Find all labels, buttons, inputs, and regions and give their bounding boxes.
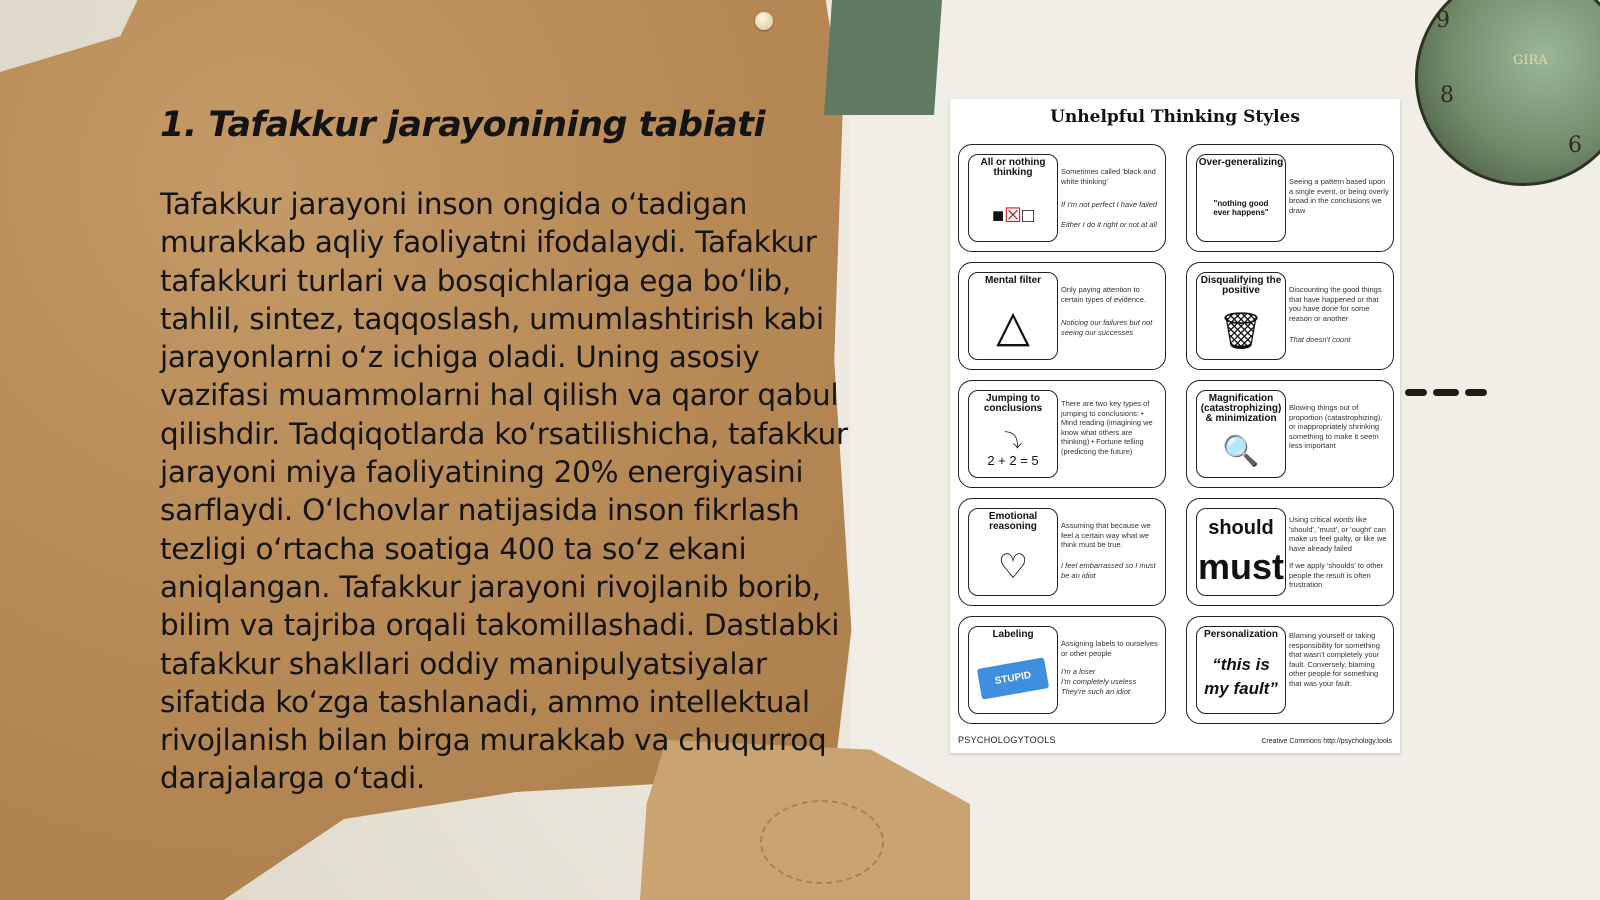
card-title: Personalization: [1204, 629, 1278, 640]
clock-label: GIRA: [1513, 53, 1548, 68]
thinking-styles-poster: [950, 99, 1400, 753]
poster-title: Unhelpful Thinking Styles: [1050, 107, 1300, 127]
card-example: If we apply 'shoulds' to other people the result is often frustration: [1289, 561, 1384, 589]
clock-number: 6: [1568, 133, 1582, 158]
card-example: If I'm not perfect I have failed: [1061, 200, 1158, 209]
card-should-must: [1186, 498, 1394, 606]
card-illustration: [1196, 390, 1286, 478]
equation-icon: 2 + 2 = 5: [987, 453, 1039, 468]
cc-license: Creative Commons: [1261, 738, 1322, 745]
card-disqualifying-positive: [1186, 262, 1394, 370]
card-all-or-nothing: [958, 144, 1166, 252]
card-illustration: [1196, 626, 1286, 714]
card-description: Using critical words like 'should', 'must', or 'ought' can make us feel guilty, or like we have already failed: [1289, 515, 1387, 553]
pin-icon: [755, 12, 773, 30]
heart-head-icon: ♡: [997, 548, 1029, 586]
card-example: They're such an idiot: [1061, 687, 1130, 696]
arrow-jump-icon: ⤵: [1004, 431, 1022, 451]
slide-body-text: Tafakkur jarayoni inson ongida o‘tadigan murakkab aqliy faoliyatni ifodalaydi. Tafakkur tafakkuri turlari va bosqichlariga ega bo‘lib, tahlil, sintez, taqqoslash, umumlashtirish kabi jarayonlarni o‘z ichiga oladi. Uning asosiy vazifasi muammolarni hal qilish va qaror qabul qilishdir. Tadqiqotlarda ko‘rsatilishicha, tafakkur jarayoni miya faoliyatining 20% energiyasini sarflaydi. O‘lchovlar natijasida inson fikrlash tezligi o‘rtacha soatiga 400 ta so‘z ekani aniqlangan. Tafakkur jarayoni rivojlanib borib, bilim va tajriba orqali takomillashadi. Dastlabki tafakkur shakllari oddiy manipulyatsiyalar sifatida ko‘zga tashlanadi, ammo intellektual rivojlanish bilan birga murakkab va chuqurroq darajalarga o‘tadi.: [160, 187, 848, 796]
card-illustration: [968, 154, 1058, 242]
card-title: Disqualifying the positive: [1200, 275, 1282, 296]
card-example: That doesn't count: [1289, 335, 1351, 344]
card-illustration: [1196, 154, 1286, 242]
prism-icon: △: [996, 302, 1030, 351]
slide-title: 1. Tafakkur jarayonining tabiati: [160, 105, 765, 145]
card-illustration: [968, 626, 1058, 714]
card-description: There are two key types of jumping to conclusions: • Mind reading (imagining we know what others are thinking) • Fortune telling (predicting the future): [1061, 399, 1153, 456]
card-over-generalizing: [1186, 144, 1394, 252]
trash-bin-icon: 🗑: [1218, 310, 1264, 351]
card-title: All or nothing thinking: [980, 157, 1046, 178]
card-description: Assigning labels to ourselves or other people: [1061, 639, 1158, 658]
card-title: Magnification (catastrophizing) & minimization: [1200, 393, 1282, 424]
black-white-squares-icon: ■☒□: [991, 205, 1035, 227]
card-illustration: [1196, 508, 1286, 596]
card-magnification: [1186, 380, 1394, 488]
card-labeling: [958, 616, 1166, 724]
card-title: Over-generalizing: [1198, 157, 1284, 168]
card-example: Noticing our failures but not seeing our successes: [1061, 318, 1153, 337]
poster-footer-right: [1261, 738, 1392, 745]
card-description: Assuming that because we feel a certain way what we think must be true.: [1061, 521, 1151, 549]
poster-url: http://psychology.tools: [1323, 738, 1392, 745]
card-title: Emotional reasoning: [988, 511, 1038, 532]
card-illustration: [1196, 272, 1286, 360]
stupid-label-icon: STUPID: [977, 657, 1049, 699]
card-jumping-to-conclusions: [958, 380, 1166, 488]
card-illustration: [968, 272, 1058, 360]
card-title: Jumping to conclusions: [983, 393, 1043, 414]
card-mental-filter: [958, 262, 1166, 370]
card-title: Mental filter: [984, 275, 1042, 286]
decorative-swirl: [760, 800, 884, 884]
card-title: Labeling: [992, 629, 1034, 640]
card-illustration: [968, 390, 1058, 478]
poster-brand: PSYCHOLOGYTOOLS: [958, 735, 1056, 745]
card-example: I'm a loser: [1061, 667, 1096, 676]
clock-number: 8: [1440, 83, 1454, 108]
card-example: I'm completely useless: [1061, 677, 1137, 686]
card-description: Blowing things out of proportion (catastrophizing), or inappropriately shrinking something to make it seem less important: [1289, 403, 1383, 450]
green-tape: [824, 0, 942, 115]
must-word: must: [1197, 546, 1284, 587]
card-illustration: [968, 508, 1058, 596]
clock-number: 9: [1436, 8, 1450, 33]
card-description: Discounting the good things that have happened or that you have done for some reason or another: [1289, 285, 1382, 323]
card-emotional-reasoning: [958, 498, 1166, 606]
magnifying-glass-icon: 🔍: [1222, 435, 1260, 468]
dash-ornament: [1405, 381, 1493, 400]
card-description: Blaming yourself or taking responsibility for something that wasn't completely your fault. Conversely, blaming other people for something that was your fault.: [1289, 631, 1380, 688]
card-example: I feel embarrassed so I must be an idiot: [1061, 561, 1156, 580]
speech-bubble-icon: "nothing good ever happens": [1213, 199, 1269, 217]
should-word: should: [1208, 517, 1274, 539]
card-description: Seeing a pattern based upon a single event, or being overly broad in the conclusions we draw: [1289, 177, 1389, 215]
this-is-my-fault-quote: “this is my fault”: [1204, 655, 1278, 698]
card-personalization: [1186, 616, 1394, 724]
card-description: Only paying attention to certain types of evidence.: [1061, 285, 1147, 304]
card-description: Sometimes called 'black and white thinking': [1061, 167, 1156, 186]
card-example: Either I do it right or not at all: [1061, 220, 1157, 229]
